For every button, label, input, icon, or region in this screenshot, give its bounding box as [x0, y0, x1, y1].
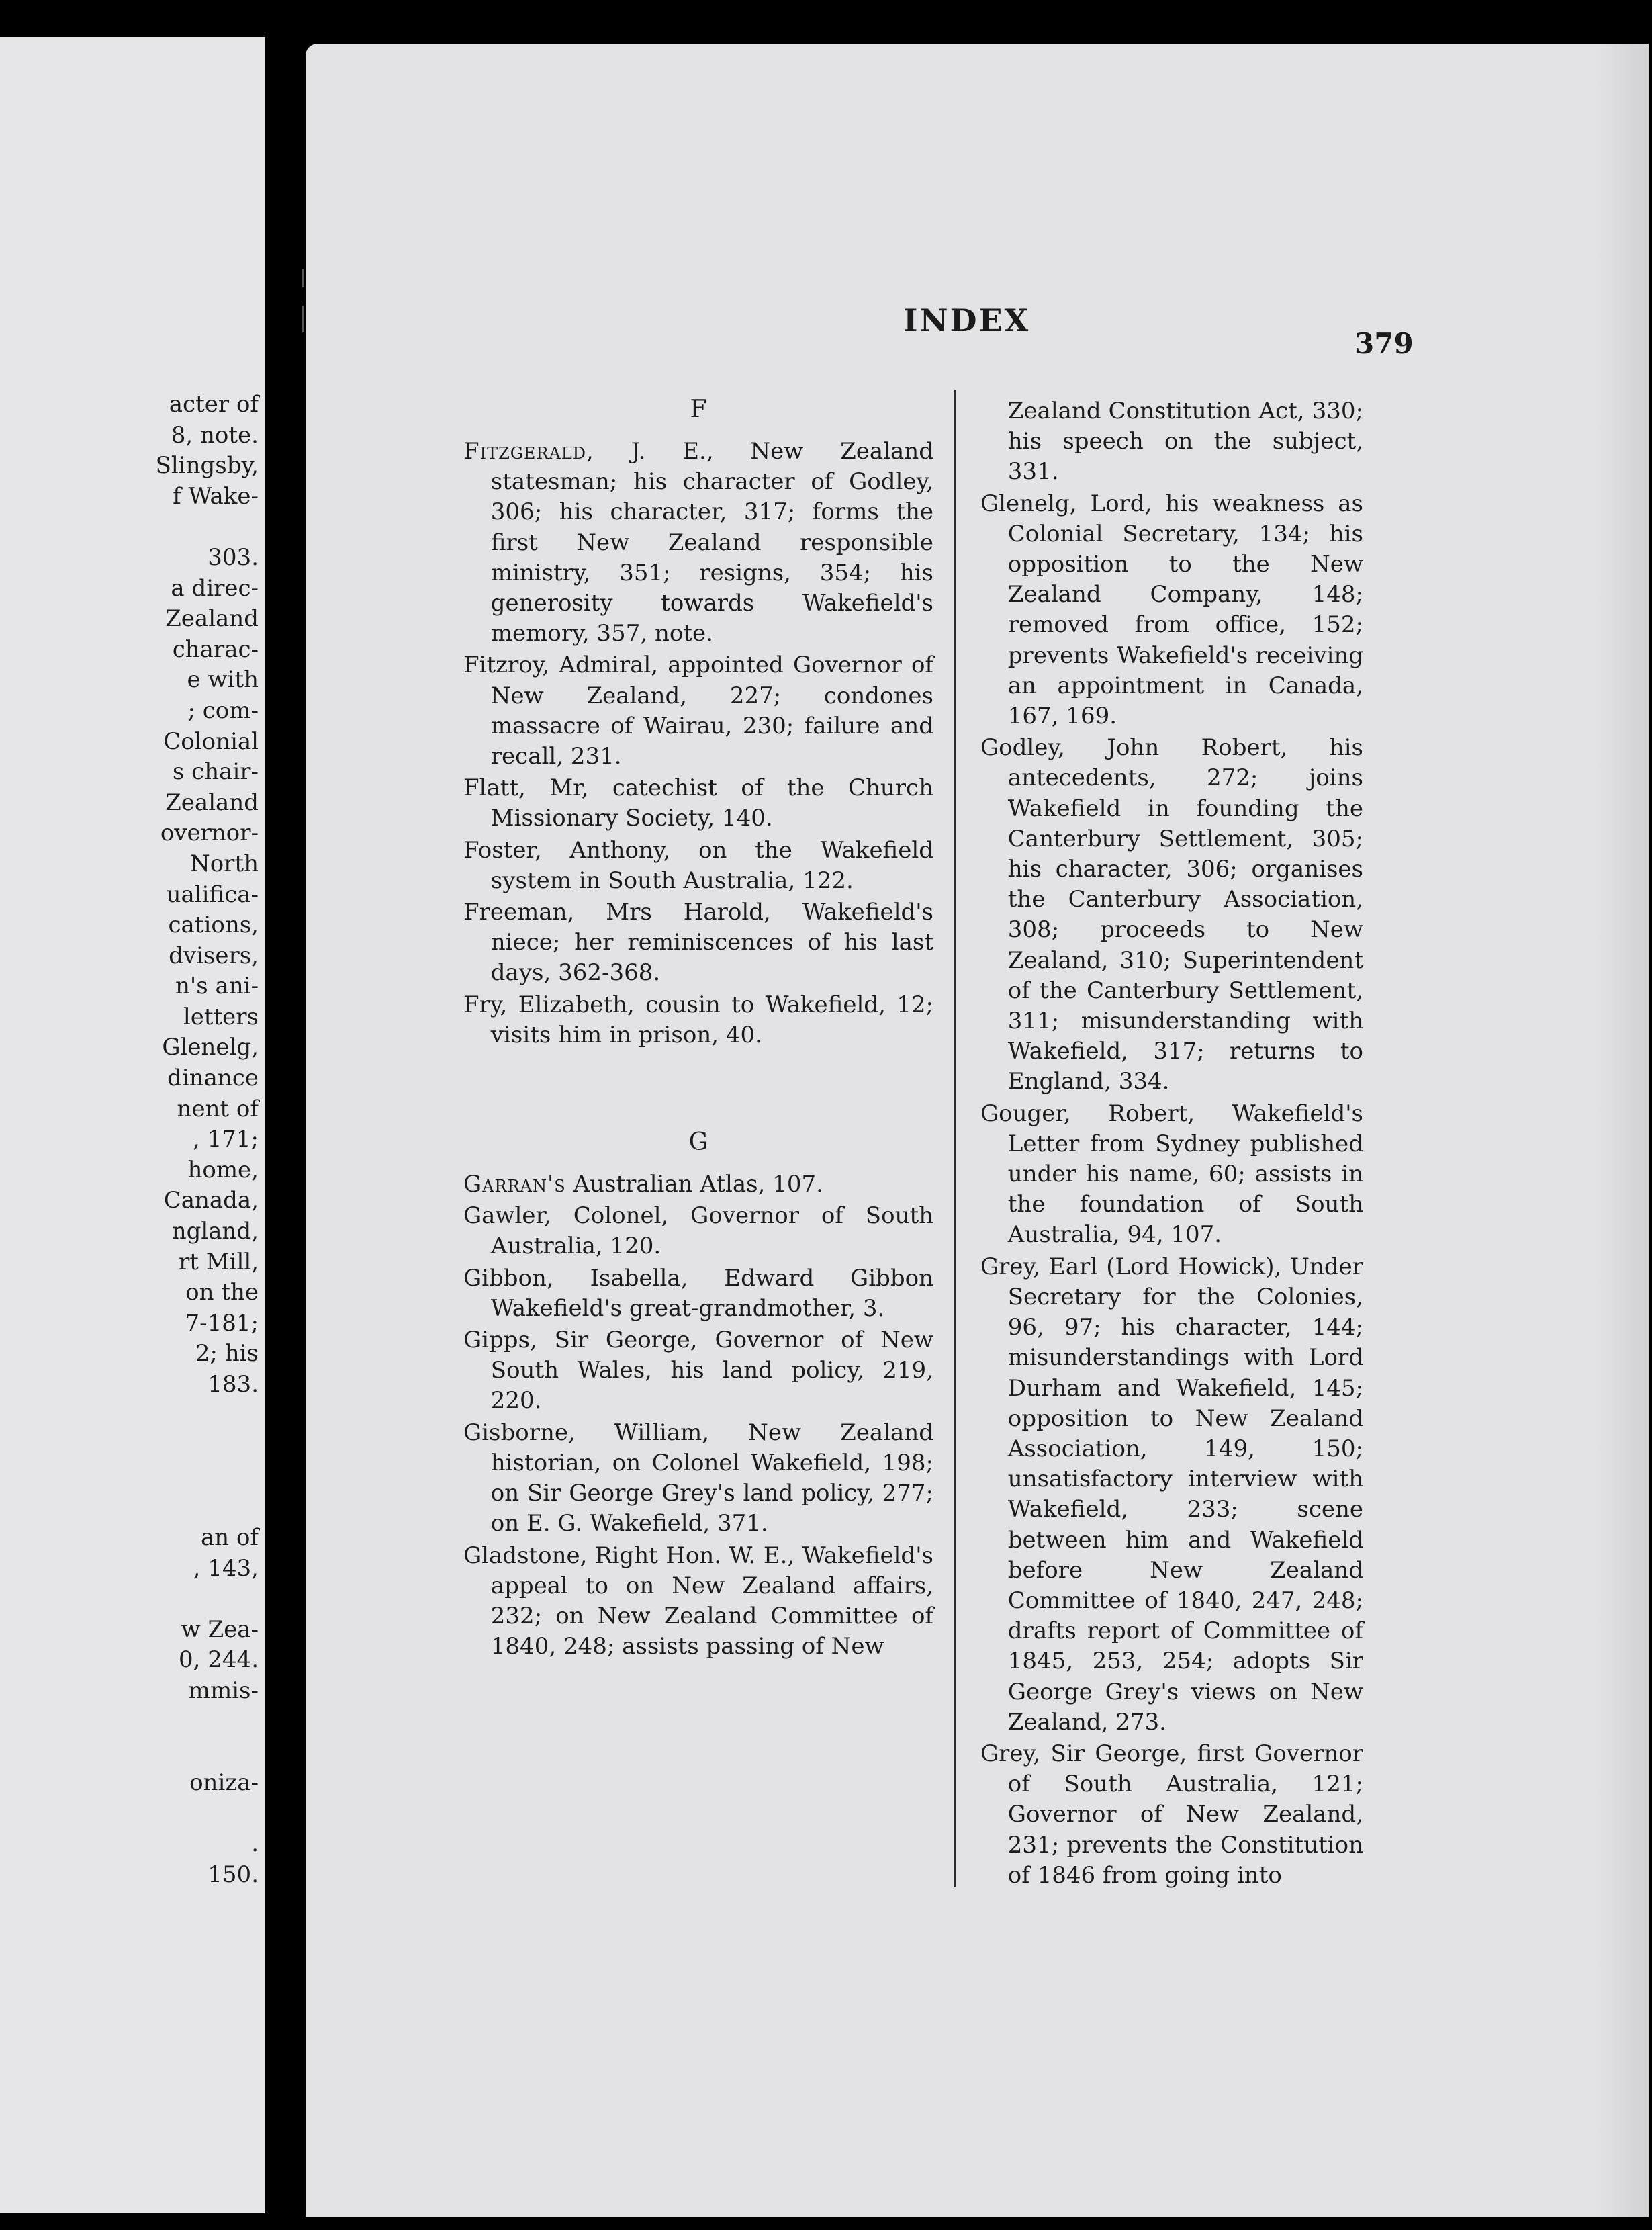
- index-entry: [463, 1263, 933, 1324]
- index-page: [306, 44, 1649, 2217]
- entries-g: [463, 1169, 933, 1662]
- left-page-line: Colonial: [163, 727, 259, 755]
- running-head: INDEX: [903, 302, 1031, 339]
- left-page-line: ngland,: [171, 1218, 259, 1245]
- left-page-line: mmis-: [188, 1677, 259, 1704]
- entry-text: Fry, Elizabeth, cousin to Wakefield, 12; visits him in prison, 40.: [463, 991, 933, 1049]
- left-page-line: 183.: [208, 1371, 259, 1398]
- index-entry: Grey, Earl (Lord Howick), Under Secretary for the Colonies, 96, 97; his character, 144; misunderstandings with Lord Durham and Wakefield, 145; opposition to New Zealand Association, 149, 150; unsatisfactory interview with Wakefield, 233; scene between him and Wakefield before New Zealand Committee of 1840, 247, 248; drafts report of Committee of 1845, 253, 254; adopts Sir George Grey's views on New Zealand, 273.: [980, 1253, 1363, 1736]
- index-entry: [463, 990, 933, 1051]
- index-entry: [463, 897, 933, 989]
- index-entry: [463, 1418, 933, 1540]
- left-page-line: 303.: [208, 543, 259, 571]
- left-page-line: letters: [183, 1003, 259, 1030]
- left-page-line: home,: [187, 1156, 259, 1184]
- left-page-line: dinance: [167, 1065, 259, 1092]
- index-entry-continuation: Zealand Constitution Act, 330; his speech on the subject, 331.: [1007, 398, 1363, 486]
- left-page-line: [156, 1492, 259, 1523]
- entry-text: Freeman, Mrs Harold, Wakefield's niece; her reminiscences of his last days, 362-368.: [463, 899, 933, 987]
- left-page-line: [156, 1431, 259, 1462]
- left-facing-page: [0, 37, 265, 2213]
- index-entry: Grey, Sir George, first Governor of South Australia, 121; Governor of New Zealand, 231; prevents the Constitution of 1846 from going into: [980, 1740, 1363, 1889]
- left-page-line: [156, 1584, 259, 1615]
- left-page-line: s chair-: [172, 758, 259, 786]
- left-page-line: dvisers,: [169, 942, 259, 969]
- left-page-line: .: [251, 1830, 259, 1857]
- entry-text: Gipps, Sir George, Governor of New South Wales, his land policy, 219, 220.: [463, 1327, 933, 1415]
- left-page-line: , 171;: [193, 1126, 259, 1153]
- left-page-line: nent of: [177, 1095, 259, 1122]
- index-entry: [463, 1541, 933, 1662]
- left-column: [463, 390, 933, 1663]
- entry-heading: Fitzgerald,: [463, 438, 594, 465]
- section-letter-f: F: [690, 396, 707, 423]
- index-entry: [463, 773, 933, 834]
- index-entry: [463, 1201, 933, 1261]
- left-page-line: [156, 1707, 259, 1738]
- left-page-line: w Zea-: [181, 1615, 259, 1643]
- left-page-line: f Wake-: [173, 482, 259, 510]
- index-entry: Glenelg, Lord, his weakness as Colonial Secretary, 134; his opposition to the New Zealand Company, 148; removed from office, 152; prevents Wakefield's receiving an appointment in Canada, 167, 169.: [980, 490, 1363, 730]
- left-page-line: 7-181;: [185, 1309, 259, 1337]
- entry-text: Fitzroy, Admiral, appointed Governor of New Zealand, 227; condones massacre of Wairau, 230; failure and recall, 231.: [463, 652, 933, 770]
- left-page-line: on the: [185, 1279, 259, 1306]
- entry-text: J. E., New Zealand statesman; his character of Godley, 306; his character, 317; forms the first New Zealand responsible ministry, 351; resigns, 354; his generosity towards Wakefield's memory, 357, note.: [490, 438, 933, 648]
- left-page-line: rt Mill,: [179, 1248, 259, 1276]
- right-column: [980, 396, 1363, 1892]
- left-page-line: oniza-: [189, 1769, 259, 1796]
- left-page-text: [156, 390, 259, 1890]
- index-entry: [463, 1169, 933, 1200]
- left-page-line: cations,: [168, 911, 259, 939]
- entry-text: Australian Atlas, 107.: [565, 1171, 823, 1198]
- left-page-line: Zealand: [165, 605, 259, 633]
- index-entry: [463, 836, 933, 896]
- left-page-line: 150.: [208, 1861, 259, 1888]
- left-page-line: ; com-: [187, 697, 259, 724]
- entry-text: Gibbon, Isabella, Edward Gibbon Wakefield's great-grandmother, 3.: [463, 1264, 933, 1322]
- entry-text: Gladstone, Right Hon. W. E., Wakefield's appeal to on New Zealand affairs, 232; on New Zealand Committee of 1840, 248; assists passing of New: [463, 1542, 933, 1660]
- binding-mark: [302, 269, 304, 287]
- left-page-line: acter of: [169, 391, 259, 418]
- entry-text: Flatt, Mr, catechist of the Church Missionary Society, 140.: [463, 774, 933, 832]
- entries-right: [980, 489, 1363, 1891]
- binding-mark: [302, 306, 304, 332]
- left-page-line: Canada,: [163, 1187, 259, 1214]
- entries-f: [463, 437, 933, 1051]
- left-page-line: overnor-: [160, 819, 259, 847]
- left-page-line: 0, 244.: [179, 1646, 259, 1674]
- left-page-line: charac-: [172, 635, 259, 663]
- left-page-line: , 143,: [193, 1554, 259, 1582]
- index-entry: Gouger, Robert, Wakefield's Letter from Sydney published under his name, 60; assists in the foundation of South Australia, 94, 107.: [980, 1100, 1363, 1249]
- column-divider: [954, 390, 956, 1887]
- left-page-line: Zealand: [165, 789, 259, 816]
- left-page-line: [156, 1400, 259, 1431]
- left-page-line: Slingsby,: [155, 452, 259, 480]
- index-entry: [463, 1325, 933, 1417]
- entry-text: Gawler, Colonel, Governor of South Australia, 120.: [463, 1202, 933, 1260]
- section-letter-g: G: [688, 1128, 708, 1157]
- index-entry: Godley, John Robert, his antecedents, 272; joins Wakefield in founding the Canterbury Settlement, 305; his character, 306; organises the Canterbury Association, 308; proceeds to New Zealand, 310; Superintendent of the Canterbury Settlement, 311; misunderstanding with Wakefield, 317; returns to England, 334.: [980, 734, 1363, 1096]
- page-shading: [1595, 44, 1649, 2217]
- entry-text: Gisborne, William, New Zealand historian, on Colonel Wakefield, 198; on Sir George Grey's land policy, 277; on E. G. Wakefield, 371.: [463, 1419, 933, 1537]
- left-page-line: [156, 1798, 259, 1829]
- left-page-line: North: [189, 850, 259, 877]
- entry-text: Foster, Anthony, on the Wakefield system in South Australia, 122.: [463, 836, 933, 894]
- entry-heading: Garran's: [463, 1171, 566, 1198]
- left-page-line: n's ani-: [175, 973, 259, 1000]
- index-entry: [463, 437, 933, 649]
- left-page-line: Glenelg,: [162, 1034, 259, 1061]
- left-page-line: [156, 1737, 259, 1768]
- left-page-line: [156, 512, 259, 543]
- left-page-line: e with: [187, 666, 259, 694]
- index-entry: [463, 650, 933, 772]
- page-number: 379: [1355, 327, 1414, 360]
- left-page-line: 2; his: [195, 1340, 259, 1368]
- left-page-line: ualifica-: [166, 881, 259, 908]
- left-page-line: an of: [200, 1523, 259, 1551]
- left-page-line: a direc-: [171, 574, 259, 602]
- left-page-line: 8, note.: [171, 421, 259, 449]
- left-page-line: [156, 1462, 259, 1492]
